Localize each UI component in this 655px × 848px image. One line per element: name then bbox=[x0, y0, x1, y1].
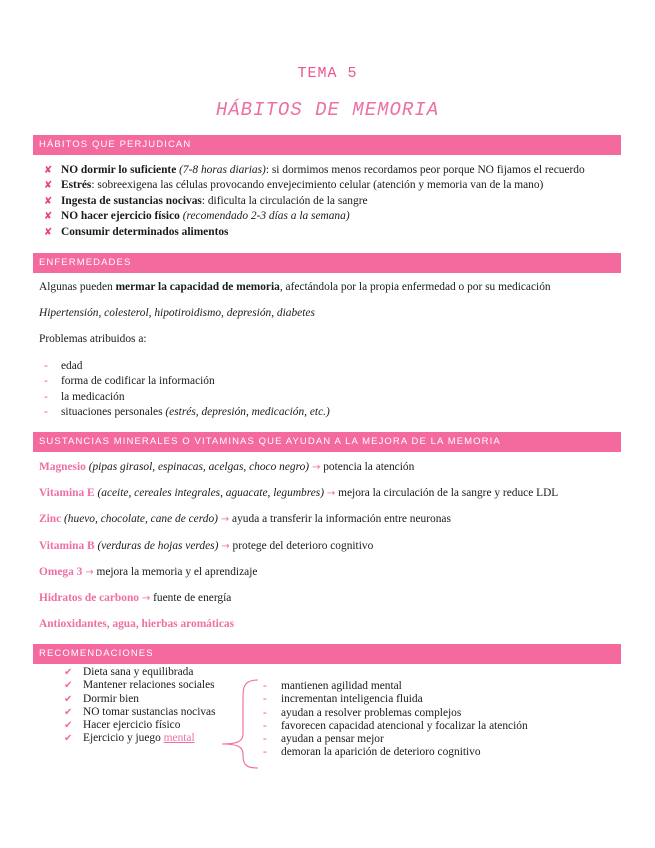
list-item: - favorecen capacidad atencional y focalizar la atención bbox=[263, 719, 528, 732]
nutrient-vitamina-e: Vitamina E (aceite, cereales integrales, aguacate, legumbres) → mejora la circulación de la sangre y reduce LDL bbox=[39, 487, 559, 499]
dash-bullet-icon: - bbox=[263, 680, 267, 692]
list-item: ✔ Dieta sana y equilibrada bbox=[64, 666, 194, 678]
recommendations-list bbox=[61, 666, 216, 746]
x-mark-icon: ✘ bbox=[44, 195, 53, 207]
list-item: ✔ Mantener relaciones sociales bbox=[64, 679, 215, 692]
x-mark-icon: ✘ bbox=[44, 226, 53, 238]
nutrient-zinc: Zinc (huevo, chocolate, cane de cerdo) → ayuda a transferir la información entre neuronas bbox=[39, 513, 451, 525]
diseases-list: Hipertensión, colesterol, hipotiroidismo, depresión, diabetes bbox=[39, 307, 315, 319]
section-header-perjudican: HÁBITOS QUE PERJUDICAN bbox=[33, 135, 621, 155]
check-icon: ✔ bbox=[64, 720, 73, 732]
list-item: ✘ Estrés: sobreexigena las células provocando envejecimiento celular (atención y memoria van de la mano) bbox=[39, 178, 585, 193]
list-item: ✘ NO hacer ejercicio físico (recomendado 2-3 días a la semana) bbox=[39, 209, 585, 224]
list-item: ✘ NO dormir lo suficiente (7-8 horas diarias): si dormimos menos recordamos peor porque NO fijamos el recuerdo bbox=[39, 163, 585, 178]
page-title: HÁBITOS DE MEMORIA bbox=[215, 99, 440, 121]
section-header-sustancias: SUSTANCIAS MINERALES O VITAMINAS QUE AYUDAN A LA MEJORA DE LA MEMORIA bbox=[33, 432, 621, 452]
list-item: ✘ Consumir determinados alimentos bbox=[39, 225, 585, 240]
check-icon: ✔ bbox=[64, 733, 73, 745]
list-item: - la medicación bbox=[39, 390, 330, 405]
nutrient-magnesio: Magnesio (pipas girasol, espinacas, acelgas, choco negro) → potencia la atención bbox=[39, 461, 415, 473]
dash-bullet-icon: - bbox=[263, 733, 267, 746]
harmful-habits-list bbox=[39, 163, 585, 240]
list-item: - demoran la aparición de deterioro cognitivo bbox=[263, 746, 481, 759]
topic-title: TEMA 5 bbox=[297, 65, 358, 82]
list-item: - ayudan a pensar mejor bbox=[263, 733, 384, 746]
x-mark-icon: ✘ bbox=[44, 165, 53, 176]
check-icon: ✔ bbox=[64, 680, 73, 692]
dash-bullet-icon: - bbox=[263, 706, 267, 719]
check-icon: ✔ bbox=[64, 693, 73, 705]
benefits-list bbox=[258, 680, 528, 760]
enfermedades-intro: Algunas pueden mermar la capacidad de memoria, afectándola por la propia enfermedad o por su medicación bbox=[39, 281, 551, 293]
mental-link[interactable]: mental bbox=[163, 732, 195, 745]
problems-label: Problemas atribuidos a: bbox=[39, 333, 147, 345]
list-item: ✔ Ejercicio y juego mental bbox=[64, 732, 195, 745]
dash-bullet-icon: - bbox=[44, 375, 48, 388]
list-item: ✘ Ingesta de sustancias nocivas: dificulta la circulación de la sangre bbox=[39, 194, 585, 209]
check-icon: ✔ bbox=[64, 667, 73, 678]
arrow-right-icon: → bbox=[141, 593, 151, 604]
dash-bullet-icon: - bbox=[44, 360, 48, 372]
x-mark-icon: ✘ bbox=[44, 211, 53, 223]
arrow-right-icon: → bbox=[221, 541, 230, 552]
nutrient-vitamina-b: Vitamina B (verduras de hojas verdes) → protege del deterioro cognitivo bbox=[39, 540, 374, 552]
list-item: ✔ NO tomar sustancias nocivas bbox=[64, 705, 216, 718]
nutrient-antioxidantes: Antioxidantes, agua, hierbas aromáticas bbox=[39, 618, 235, 630]
section-header-enfermedades: ENFERMEDADES bbox=[33, 253, 621, 273]
dash-bullet-icon: - bbox=[263, 746, 267, 759]
arrow-right-icon: → bbox=[85, 567, 94, 578]
list-item: - situaciones personales (estrés, depresión, medicación, etc.) bbox=[39, 405, 330, 420]
list-item: - ayudan a resolver problemas complejos bbox=[263, 706, 462, 719]
curly-brace-icon bbox=[218, 678, 262, 770]
arrow-right-icon: → bbox=[220, 514, 230, 525]
dash-bullet-icon: - bbox=[263, 693, 267, 706]
list-item: - forma de codificar la información bbox=[39, 374, 330, 389]
section-header-recomendaciones: RECOMENDACIONES bbox=[33, 644, 621, 664]
problems-list bbox=[39, 359, 330, 421]
list-item: ✔ Hacer ejercicio físico bbox=[64, 719, 181, 732]
nutrient-omega-3: Omega 3 → mejora la memoria y el aprendizaje bbox=[39, 566, 258, 578]
list-item: ✔ Dormir bien bbox=[64, 692, 139, 705]
list-item: - edad bbox=[39, 359, 330, 374]
list-item: - incrementan inteligencia fluida bbox=[263, 693, 423, 706]
arrow-right-icon: → bbox=[326, 488, 336, 499]
x-mark-icon: ✘ bbox=[44, 180, 53, 192]
dash-bullet-icon: - bbox=[44, 406, 48, 419]
dash-bullet-icon: - bbox=[263, 719, 267, 732]
list-item: - mantienen agilidad mental bbox=[263, 680, 402, 692]
nutrient-hidratos: Hidratos de carbono → fuente de energía bbox=[39, 592, 232, 604]
dash-bullet-icon: - bbox=[44, 390, 48, 403]
check-icon: ✔ bbox=[64, 706, 73, 718]
arrow-right-icon: → bbox=[311, 462, 321, 473]
